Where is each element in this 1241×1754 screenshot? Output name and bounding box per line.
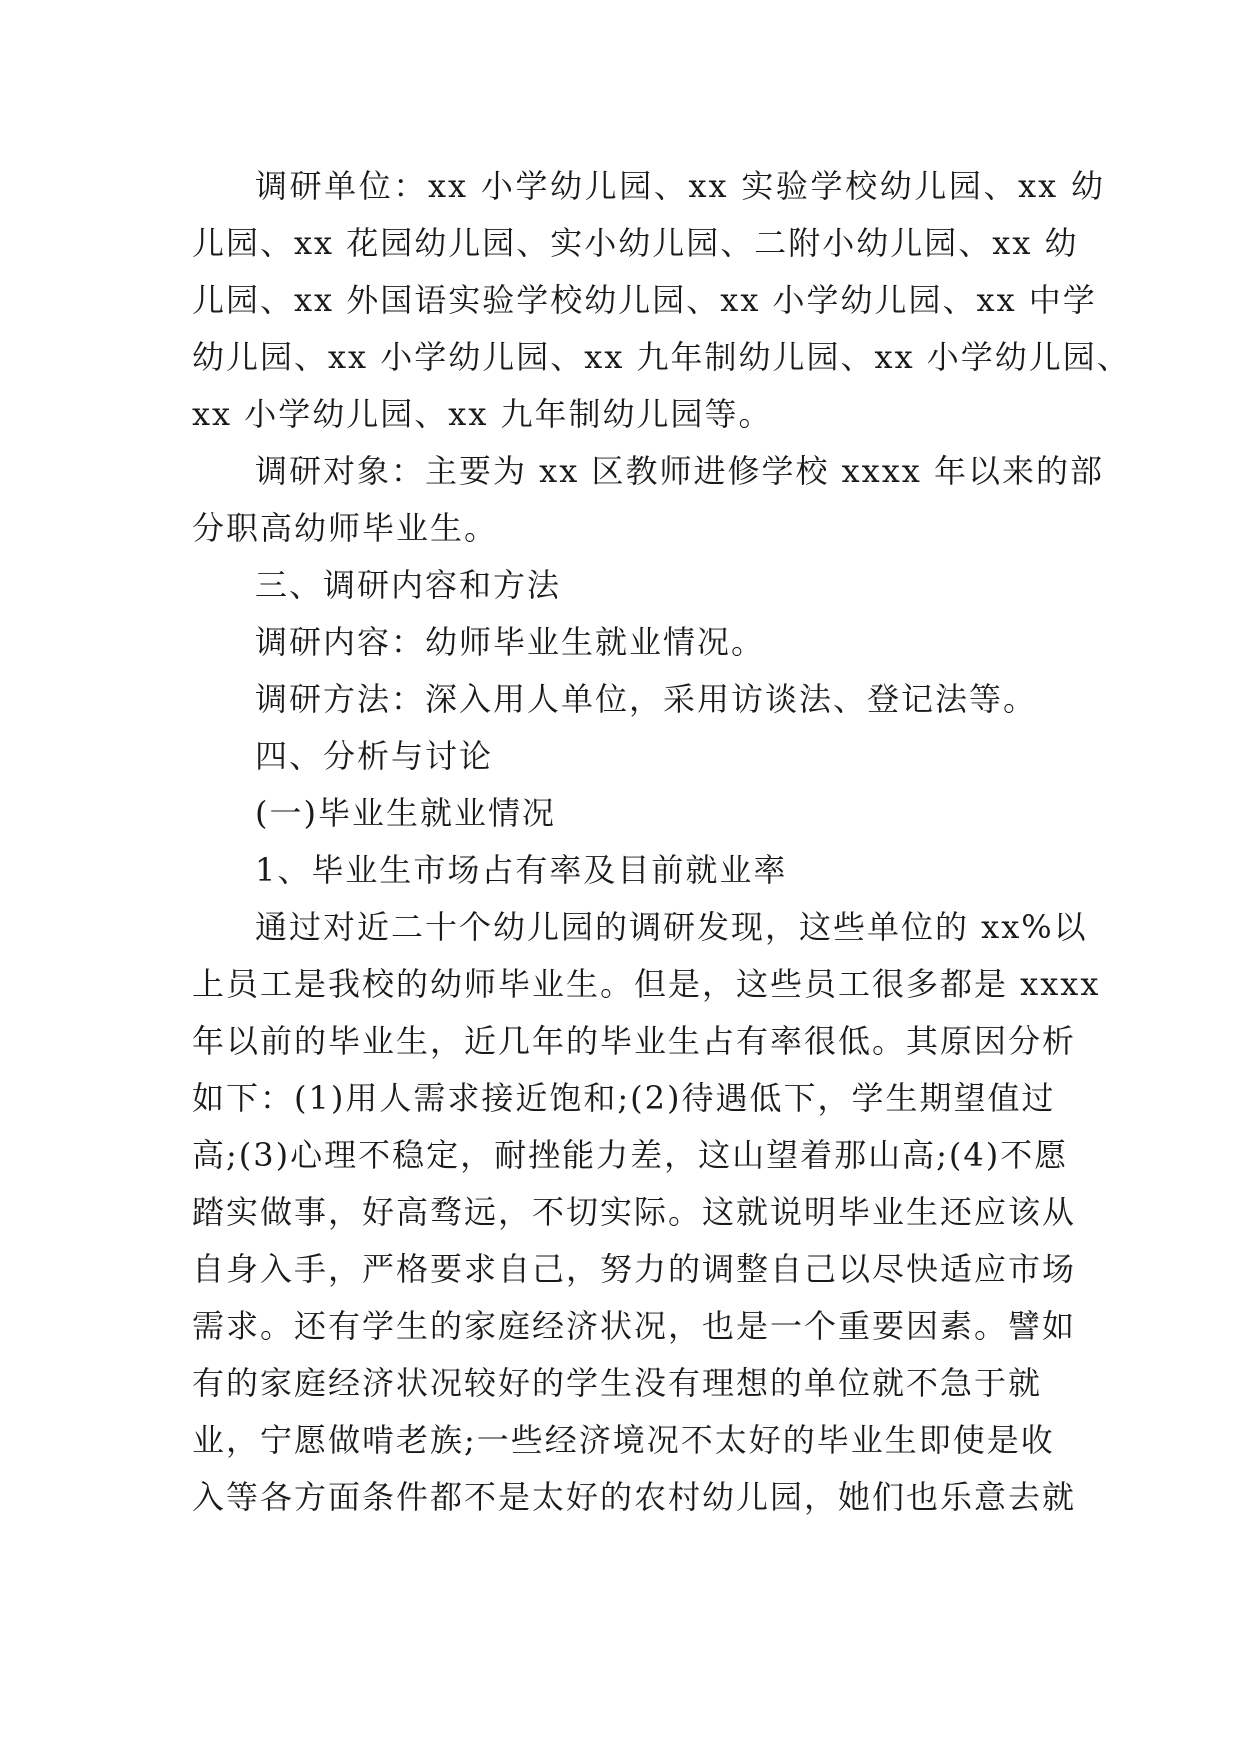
paragraph-line: 调研内容：幼师毕业生就业情况。 xyxy=(255,623,766,661)
paragraph-line: xx 小学幼儿园、xx 九年制幼儿园等。 xyxy=(192,395,773,433)
paragraph-line: 入等各方面条件都不是太好的农村幼儿园，她们也乐意去就 xyxy=(192,1478,1077,1516)
subsection-heading: 1、毕业生市场占有率及目前就业率 xyxy=(255,851,788,889)
paragraph-line: 幼儿园、xx 小学幼儿园、xx 九年制幼儿园、xx 小学幼儿园、 xyxy=(192,338,1131,376)
paragraph-line: 需求。还有学生的家庭经济状况，也是一个重要因素。譬如 xyxy=(192,1307,1077,1345)
paragraph-line: 调研方法：深入用人单位，采用访谈法、登记法等。 xyxy=(255,680,1038,718)
paragraph-line: 儿园、xx 外国语实验学校幼儿园、xx 小学幼儿园、xx 中学 xyxy=(192,281,1097,319)
section-heading: 四、分析与讨论 xyxy=(255,737,494,775)
paragraph-line: 分职高幼师毕业生。 xyxy=(192,509,499,547)
paragraph-line: 业，宁愿做啃老族;一些经济境况不太好的毕业生即使是收 xyxy=(192,1421,1055,1459)
paragraph-line: 通过对近二十个幼儿园的调研发现，这些单位的 xx%以 xyxy=(255,908,1088,946)
paragraph-line: 高;(3)心理不稳定，耐挫能力差，这山望着那山高;(4)不愿 xyxy=(192,1136,1069,1174)
paragraph-line: 有的家庭经济状况较好的学生没有理想的单位就不急于就 xyxy=(192,1364,1043,1402)
paragraph-line: 踏实做事，好高骛远，不切实际。这就说明毕业生还应该从 xyxy=(192,1193,1077,1231)
paragraph-line: 如下：(1)用人需求接近饱和;(2)待遇低下，学生期望值过 xyxy=(192,1079,1056,1117)
paragraph-line: 儿园、xx 花园幼儿园、实小幼儿园、二附小幼儿园、xx 幼 xyxy=(192,224,1079,262)
paragraph-line: 年以前的毕业生，近几年的毕业生占有率很低。其原因分析 xyxy=(192,1022,1077,1060)
paragraph-line: 调研对象：主要为 xx 区教师进修学校 xxxx 年以来的部 xyxy=(255,452,1104,490)
subsection-heading: (一)毕业生就业情况 xyxy=(255,794,556,832)
paragraph-line: 自身入手，严格要求自己，努力的调整自己以尽快适应市场 xyxy=(192,1250,1077,1288)
section-heading: 三、调研内容和方法 xyxy=(255,566,562,604)
paragraph-line: 上员工是我校的幼师毕业生。但是，这些员工很多都是 xxxx xyxy=(192,965,1101,1003)
paragraph-line: 调研单位：xx 小学幼儿园、xx 实验学校幼儿园、xx 幼 xyxy=(255,167,1105,205)
